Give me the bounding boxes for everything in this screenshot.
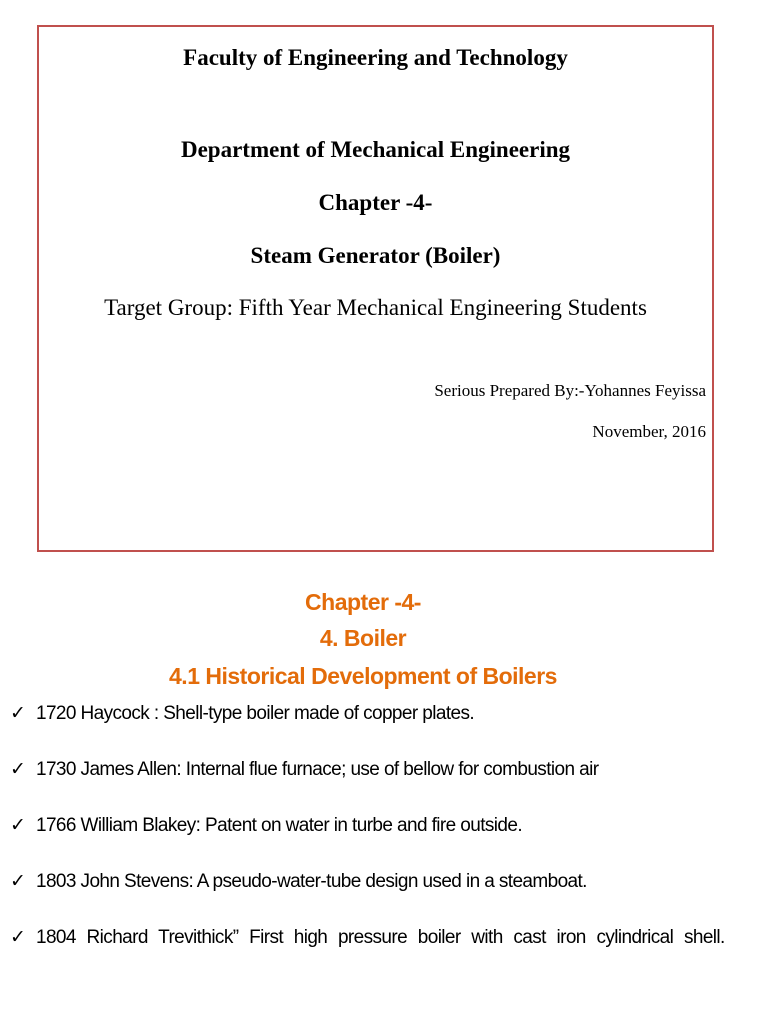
cover-topic-title: Steam Generator (Boiler): [250, 243, 501, 268]
date-line: November, 2016: [592, 422, 706, 441]
checkmark-icon: ✓: [10, 814, 26, 836]
history-item: [10, 812, 742, 840]
cover-page-frame: [37, 25, 714, 552]
prepared-by-line: Serious Prepared By:-Yohannes Feyissa: [434, 381, 706, 400]
checkmark-icon: ✓: [10, 870, 26, 892]
checkmark-icon: ✓: [10, 758, 26, 780]
section-subtitle: 4.1 Historical Development of Boilers: [169, 663, 557, 689]
history-item-text: 1730 James Allen: Internal flue furnace; use of bellow for combustion air: [36, 759, 599, 780]
history-item: [10, 700, 742, 728]
section-title: 4. Boiler: [319, 625, 407, 651]
history-item-text: 1766 William Blakey: Patent on water in turbe and fire outside.: [36, 815, 523, 836]
history-item-text: 1803 John Stevens: A pseudo-water-tube design used in a steamboat.: [36, 871, 587, 892]
faculty-title: Faculty of Engineering and Technology: [183, 45, 568, 70]
checkmark-icon: ✓: [10, 702, 26, 724]
history-item: [10, 756, 742, 784]
department-title: Department of Mechanical Engineering: [180, 137, 571, 162]
target-group-line: Target Group: Fifth Year Mechanical Engineering Students: [104, 295, 647, 320]
history-item: [10, 868, 742, 896]
history-item-text: 1720 Haycock : Shell-type boiler made of copper plates.: [36, 703, 475, 724]
chapter-heading: Chapter -4-: [305, 589, 421, 615]
history-item-text: 1804 Richard Trevithick” First high pressure boiler with cast iron cylindrical shell.: [36, 927, 725, 948]
history-list: [10, 700, 742, 952]
checkmark-icon: ✓: [10, 926, 26, 948]
cover-chapter-title: Chapter -4-: [318, 190, 433, 215]
history-item: [10, 924, 742, 952]
